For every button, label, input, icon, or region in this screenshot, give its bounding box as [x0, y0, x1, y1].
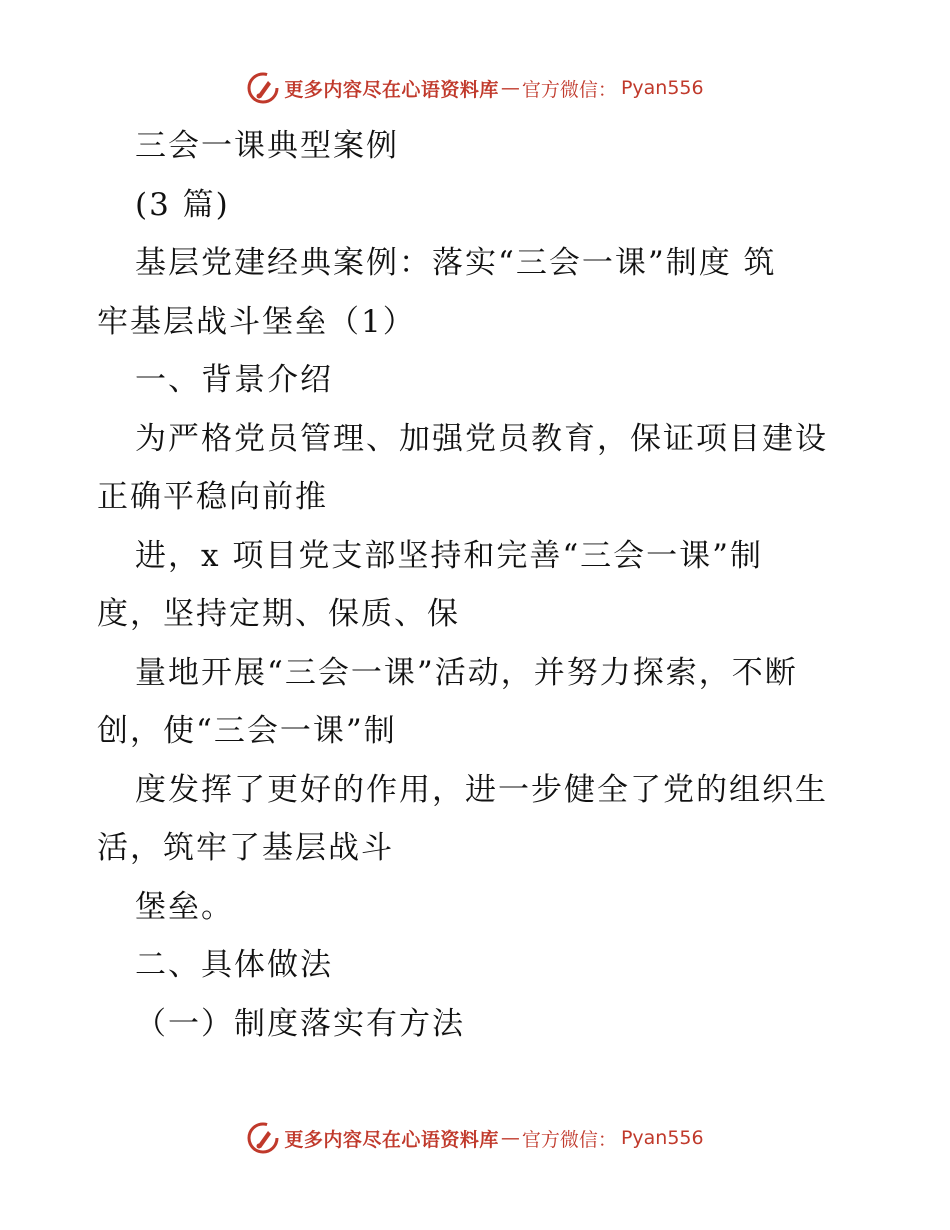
document-title: 三会一课典型案例: [135, 128, 399, 164]
subsection-heading: （一）制度落实有方法: [135, 1006, 465, 1042]
text-line: 基层党建经典案例：落实“三会一课”制度 筑: [135, 245, 777, 281]
watermark-wechat-label: 官方微信：: [521, 78, 617, 101]
watermark-brand: 更多内容尽在心语资料库: [284, 1128, 499, 1151]
watermark-separator: —: [500, 77, 520, 99]
pen-nib-seal-icon: [246, 71, 280, 105]
watermark-separator: —: [500, 1127, 520, 1149]
watermark-header: [0, 68, 950, 108]
watermark-account: Pyan556: [620, 77, 704, 99]
text-line: 牢基层战斗堡垒（1）: [97, 304, 416, 340]
text-line: 为严格党员管理、加强党员教育，保证项目建设: [135, 421, 828, 457]
text-line: 进，x 项目党支部坚持和完善“三会一课”制: [135, 538, 764, 574]
watermark-account: Pyan556: [620, 1127, 704, 1149]
text-line: 量地开展“三会一课”活动，并努力探索，不断: [135, 655, 798, 691]
section-heading: 二、具体做法: [135, 947, 333, 983]
pen-nib-seal-icon: [246, 1121, 280, 1155]
document-count: (3 篇): [135, 187, 230, 223]
text-line: 活，筑牢了基层战斗: [97, 830, 394, 866]
text-line: 度发挥了更好的作用，进一步健全了党的组织生: [135, 772, 828, 808]
watermark-wechat-label: 官方微信：: [521, 1128, 617, 1151]
text-line: 创，使“三会一课”制: [97, 713, 397, 749]
text-line: 堡垒。: [135, 889, 234, 925]
watermark-brand: 更多内容尽在心语资料库: [284, 78, 499, 101]
text-line: 度，坚持定期、保质、保: [97, 596, 460, 632]
text-line: 正确平稳向前推: [97, 479, 328, 515]
section-heading: 一、背景介绍: [135, 362, 333, 398]
watermark-footer: [0, 1118, 950, 1158]
